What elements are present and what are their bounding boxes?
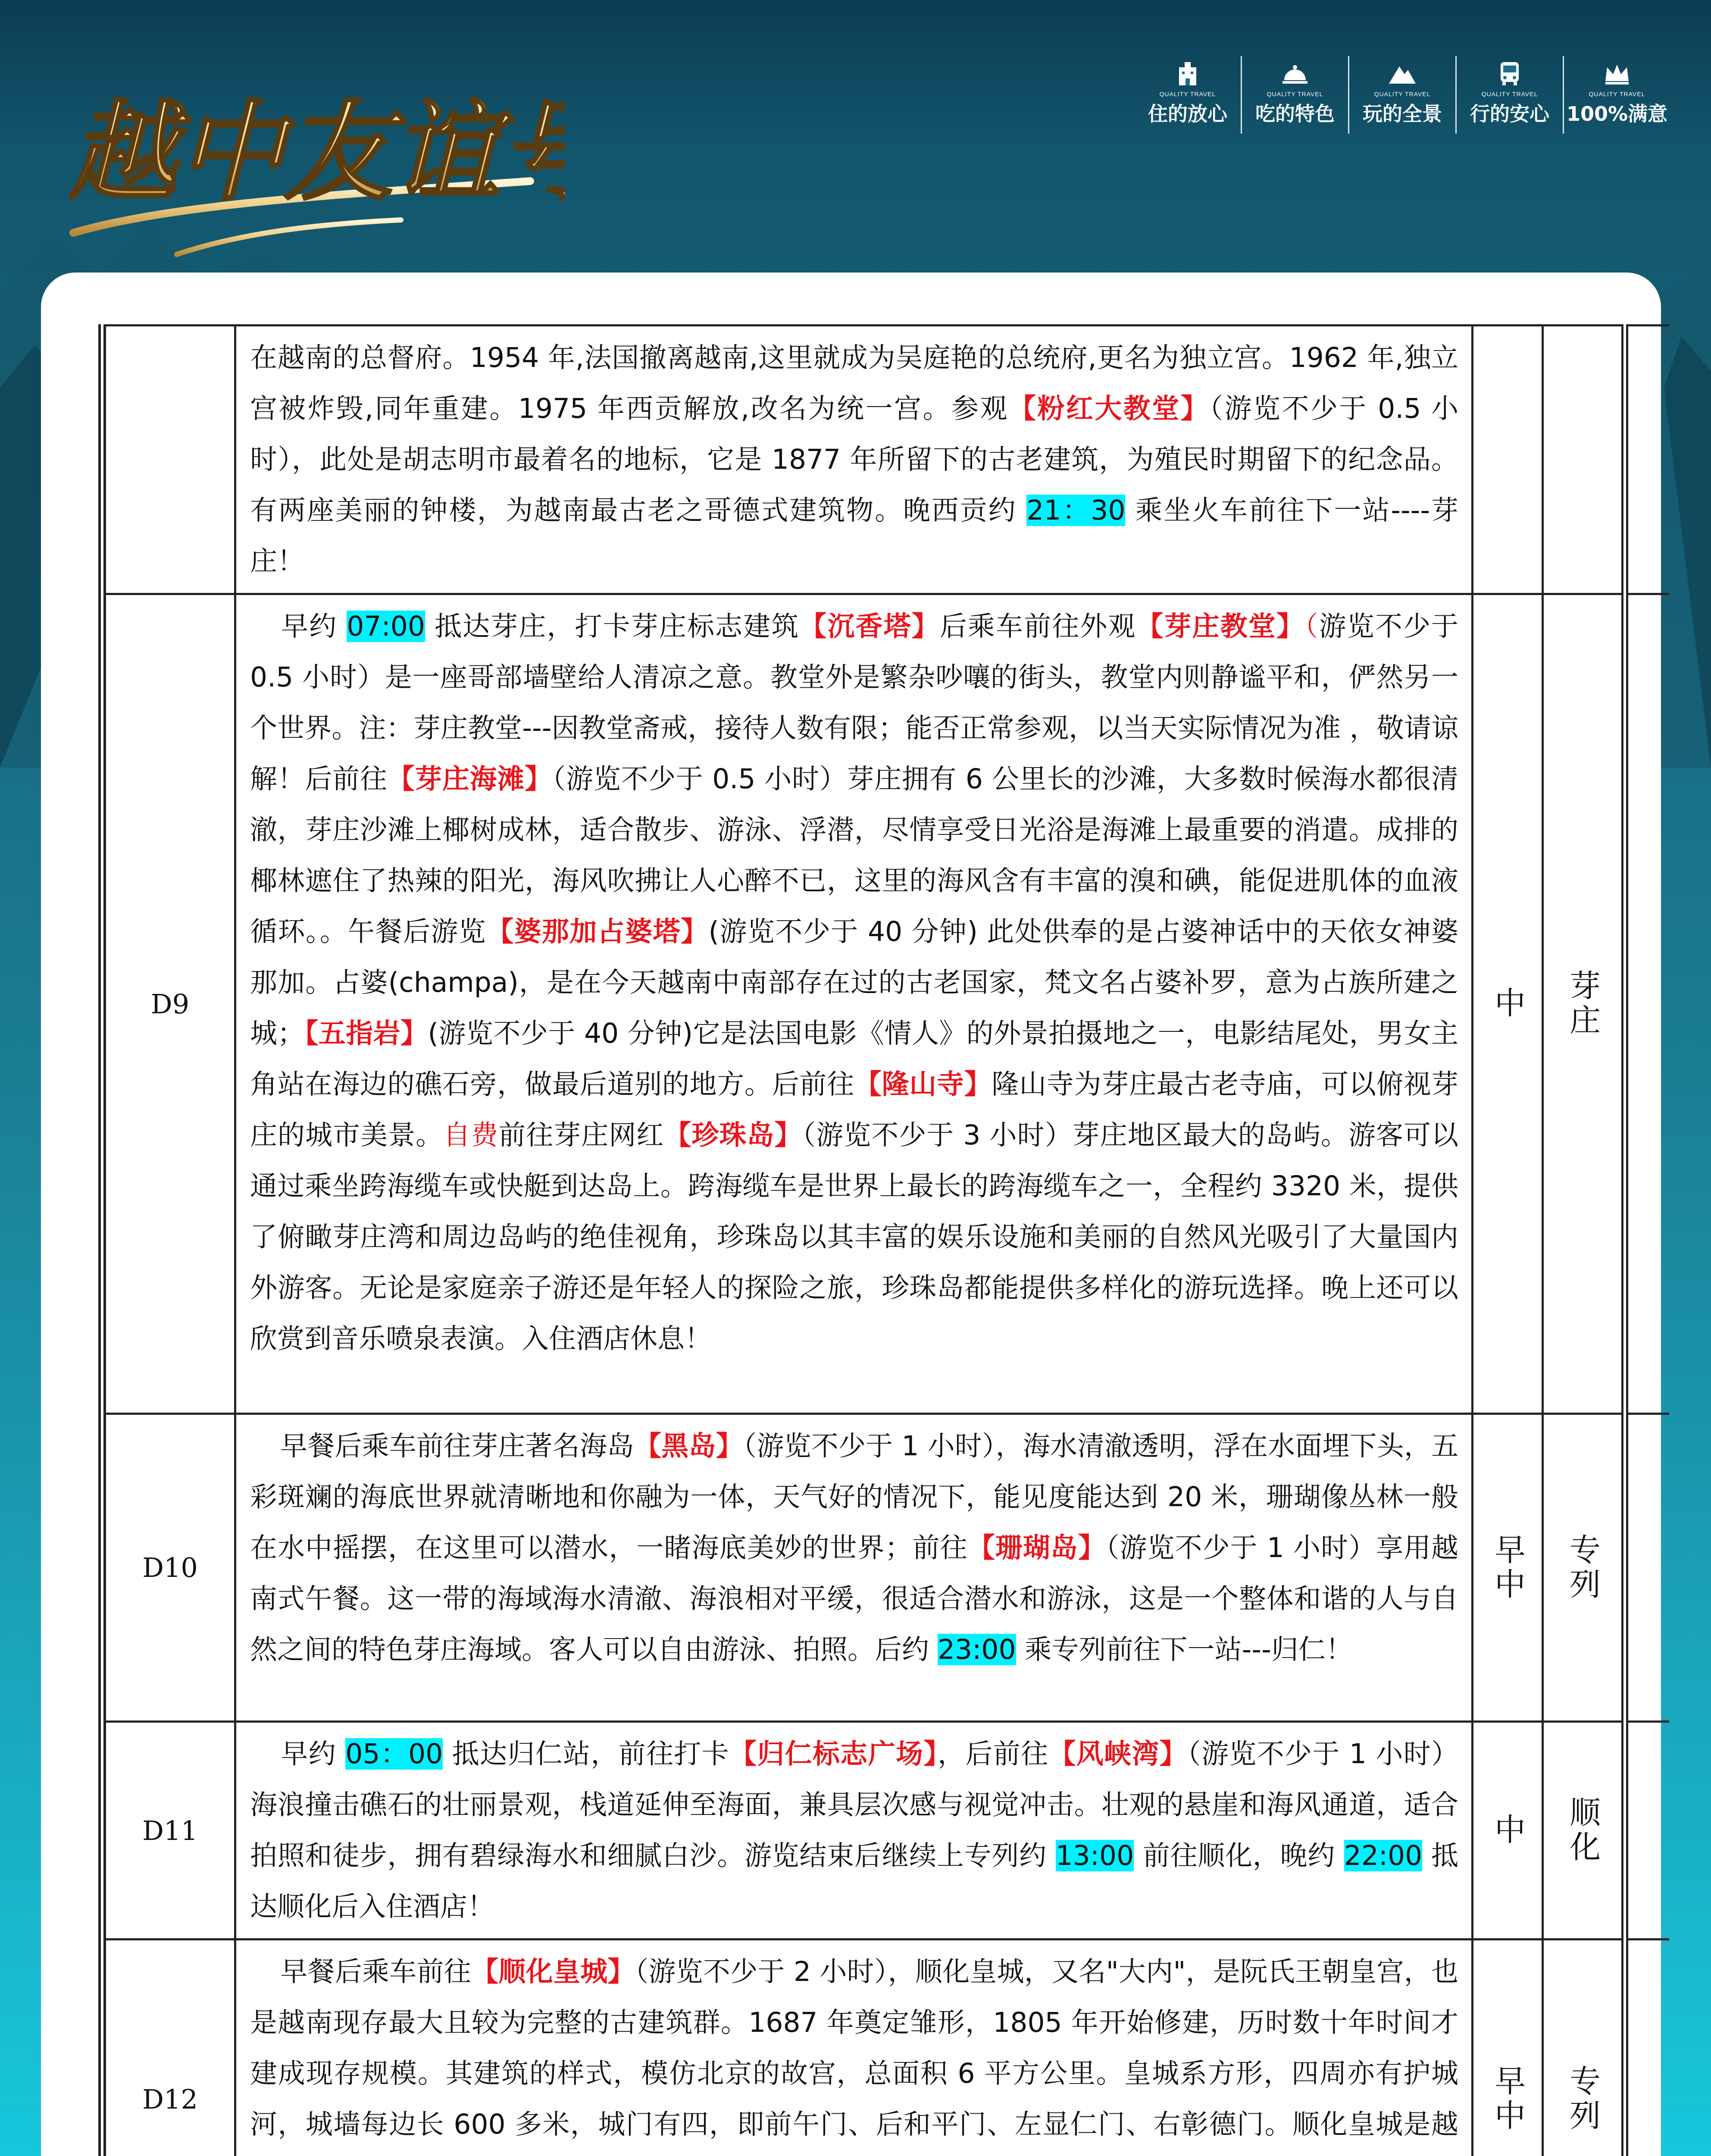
- attraction-name: 【归仁标志广场】: [729, 1738, 938, 1770]
- time-highlight: 22:00: [1344, 1840, 1423, 1871]
- accommodation-cell: [1543, 594, 1625, 1414]
- feature-caption: QUALITY TRAVEL: [1159, 91, 1216, 97]
- spacer-cell: [1625, 1940, 1669, 2156]
- spacer-cell: [1625, 594, 1669, 1414]
- brand-logo: [47, 52, 565, 276]
- day-label: D9: [102, 594, 235, 1414]
- day-description: [235, 326, 1473, 594]
- day-description: [235, 1940, 1473, 2156]
- attraction-name: 【五指岩】: [304, 1018, 428, 1049]
- attraction-name: 【顺化皇城】: [471, 1956, 635, 1987]
- feature-satisfaction: [1563, 56, 1670, 134]
- text-segment: （游览不少于 1 小时）海浪撞击礁石的壮丽景观，栈道延伸至海面，兼具层次感与视觉冲击。壮观的悬崖和海风通道，适合拍照和徒步，拥有碧绿海水和细腻白沙。游览结束后继续上专列约: [250, 1738, 1459, 1871]
- text-segment: 前往顺化，晚约: [1134, 1840, 1344, 1871]
- accommodation-cell-text: 专列: [1564, 2065, 1601, 2134]
- crown-icon: [1602, 59, 1632, 89]
- time-highlight: 07:00: [347, 611, 425, 642]
- feature-bar: [1135, 56, 1670, 134]
- time-highlight: 23:00: [938, 1634, 1016, 1665]
- dining-cloche-icon: [1280, 59, 1310, 89]
- attraction-name: 【芽庄教堂】: [1136, 611, 1305, 642]
- text-segment: 抵达芽庄，打卡芽庄标志建筑: [425, 611, 800, 642]
- day-label: D10: [102, 1414, 235, 1722]
- time-highlight: 05：00: [345, 1738, 443, 1770]
- time-highlight: 21：30: [1026, 495, 1126, 526]
- accommodation-cell: [1543, 1940, 1625, 2156]
- accommodation-cell: [1543, 1414, 1625, 1722]
- day-description: [235, 1414, 1473, 1722]
- accommodation-cell-text: 专列: [1564, 1533, 1601, 1602]
- text-segment: 抵达归仁站，前往打卡: [443, 1738, 729, 1770]
- meals-cell-text: 中: [1489, 987, 1526, 1021]
- attraction-name: 【风峡湾】: [1048, 1738, 1188, 1770]
- attraction-name: 【粉红大教堂】: [1008, 393, 1210, 424]
- feature-label: 玩的全景: [1363, 102, 1442, 125]
- meals-cell-text: 中: [1489, 1813, 1526, 1848]
- day-label: D11: [102, 1722, 235, 1940]
- meals-cell: [1473, 1414, 1543, 1722]
- feature-label: 吃的特色: [1255, 102, 1335, 125]
- attraction-name: 【黑岛】: [634, 1430, 743, 1462]
- attraction-name: 【珊瑚岛】: [967, 1532, 1106, 1564]
- text-segment: ，后前往: [938, 1738, 1049, 1770]
- meals-cell-text: 早中: [1489, 2065, 1526, 2134]
- text-segment: （游览不少于 1 小时）享用越南式午餐。这一带的海域海水清澈、海浪相对平缓，很适合潜水和游泳，这是一个整体和谐的人与自然之间的特色芽庄海域。客人可以自由游泳、拍照。后约: [250, 1532, 1459, 1665]
- mountain-icon: [1387, 59, 1417, 89]
- itinerary-table: [98, 324, 1666, 2156]
- meals-cell: [1473, 1940, 1543, 2156]
- meals-cell: [1473, 326, 1543, 594]
- spacer-cell: [1625, 326, 1669, 594]
- text-segment: 早餐后乘车前往: [280, 1956, 472, 1987]
- attraction-name: 【珍珠岛】: [664, 1119, 802, 1151]
- text-segment: 乘专列前往下一站---归仁！: [1016, 1634, 1353, 1665]
- accommodation-cell: [1543, 326, 1625, 594]
- itinerary-row: [102, 1722, 1669, 1940]
- text-segment: 前往芽庄网红: [498, 1119, 664, 1151]
- text-segment: 乘坐火车前往下一站----芽庄！: [250, 495, 1458, 577]
- day-description: [235, 594, 1473, 1414]
- text-segment: （游览不少于 1 小时），海水清澈透明，浮在水面埋下头，五彩斑斓的海底世界就清晰地和你融为一体，天气好的情况下，能见度能达到 20 米，珊瑚像丛林一般在水中摇摆，在这里可以潜水，一睹海底美妙的世界；前往: [250, 1430, 1459, 1564]
- feature-sights: [1348, 56, 1455, 134]
- text-segment: （游览不少于 2 小时），顺化皇城，又名"大内"，是阮氏王朝皇宫，也是越南现存最大且较为完整的古建筑群。1687 年奠定雏形，1805 年开始修建，历时数十年时间才建成现存规模。其建筑的样式，模仿北京的故宫，总面积 6 平方公里。皇城系方形，四周亦有护城河，城墙每边长 600 多米，城门有四，即前午门、后和平门、左显仁门、右彰德门。顺化皇城是越: [250, 1956, 1459, 2140]
- feature-dining: [1241, 56, 1348, 134]
- text-segment: 游览不少于 0.5 小时）是一座哥部墙壁给人清凉之意。教堂外是繁杂吵嚷的街头，教堂内则静谧平和，俨然另一个世界。注：芽庄教堂---因教堂斋戒，接待人数有限；能否正常参观，以当天实际情况为准 ，敬请谅解！后前往: [250, 611, 1459, 795]
- text-segment: 抵达顺化后入住酒店！: [250, 1840, 1458, 1922]
- day-label: D12: [102, 1940, 235, 2156]
- feature-label: 100%满意: [1566, 102, 1668, 125]
- attraction-name: 【隆山寺】: [854, 1069, 992, 1100]
- day-description: [235, 1722, 1473, 1940]
- feature-label: 行的安心: [1470, 102, 1549, 125]
- text-segment: （游览不少于 0.5 小时），此处是胡志明市最着名的地标，它是 1877 年所留下的古老建筑，为殖民时期留下的纪念品。有两座美丽的钟楼，为越南最古老之哥德式建筑物。晚西贡约: [250, 393, 1458, 526]
- itinerary-row: [102, 326, 1669, 594]
- text-segment: 早约: [280, 1738, 346, 1770]
- text-segment: 早餐后乘车前往芽庄著名海岛: [280, 1430, 635, 1462]
- feature-caption: QUALITY TRAVEL: [1589, 91, 1645, 97]
- attraction-name: 【婆那加占婆塔】: [486, 916, 709, 947]
- note-text: 自费: [443, 1119, 499, 1151]
- time-highlight: 13:00: [1055, 1840, 1134, 1871]
- itinerary-row: [102, 1940, 1669, 2156]
- feature-caption: QUALITY TRAVEL: [1267, 91, 1323, 97]
- accommodation-cell-text: 芽庄: [1564, 969, 1601, 1038]
- feature-label: 住的放心: [1148, 102, 1227, 125]
- attraction-name: 【沉香塔】: [799, 611, 940, 642]
- text-segment: 在越南的总督府。1954 年,法国撤离越南,这里就成为吴庭艳的总统府,更名为独立宫。1962 年,独立宫被炸毁,同年重建。1975 年西贡解放,改名为统一宫。参观: [250, 342, 1458, 424]
- note-text: （: [1304, 611, 1319, 642]
- brand-title: 越中友谊号: [69, 88, 565, 215]
- feature-caption: QUALITY TRAVEL: [1374, 91, 1431, 97]
- text-segment: (游览不少于 40 分钟)它是法国电影《情人》的外景拍摄地之一，电影结尾处，男女主角站在海边的礁石旁，做最后道别的地方。后前往: [250, 1018, 1459, 1100]
- spacer-cell: [1625, 1414, 1669, 1722]
- accommodation-cell: [1543, 1722, 1625, 1940]
- text-segment: 隆山寺为芽庄最古老寺庙，可以俯视芽庄的城市美景。: [250, 1069, 1459, 1151]
- bus-icon: [1495, 59, 1525, 89]
- day-label: [102, 326, 235, 594]
- accommodation-cell-text: 顺化: [1564, 1796, 1601, 1865]
- feature-caption: QUALITY TRAVEL: [1481, 91, 1538, 97]
- text-segment: （游览不少于 0.5 小时）芽庄拥有 6 公里长的沙滩，大多数时候海水都很清澈，芽庄沙滩上椰树成林，适合散步、游泳、浮潜，尽情享受日光浴是海滩上最重要的消遣。成排的椰林遮住了热辣的阳光，海风吹拂让人心醉不已，这里的海风含有丰富的溴和碘，能促进肌体的血液循环。。午餐后游览: [250, 763, 1459, 947]
- attraction-name: 【芽庄海滩】: [387, 763, 552, 795]
- meals-cell-text: 早中: [1489, 1533, 1526, 1602]
- feature-transport: [1455, 56, 1563, 134]
- text-segment: (游览不少于 40 分钟) 此处供奉的是占婆神话中的天依女神婆那加。占婆(champa)，是在今天越南中南部存在过的古老国家，梵文名占婆补罗，意为占族所建之城；: [250, 916, 1459, 1049]
- itinerary-row: [102, 1414, 1669, 1722]
- text-segment: 早约: [280, 611, 347, 642]
- text-segment: （游览不少于 3 小时）芽庄地区最大的岛屿。游客可以通过乘坐跨海缆车或快艇到达岛上。跨海缆车是世界上最长的跨海缆车之一，全程约 3320 米，提供了俯瞰芽庄湾和周边岛屿的绝佳视角，珍珠岛以其丰富的娱乐设施和美丽的自然风光吸引了大量国内外游客。无论是家庭亲子游还是年轻人的探险之旅，珍珠岛都能提供多样化的游玩选择。晚上还可以欣赏到音乐喷泉表演。入住酒店休息！: [250, 1119, 1459, 1354]
- meals-cell: [1473, 594, 1543, 1414]
- spacer-cell: [1625, 1722, 1669, 1940]
- feature-hotel: [1135, 56, 1241, 134]
- meals-cell: [1473, 1722, 1543, 1940]
- itinerary-row: [102, 594, 1669, 1414]
- hotel-icon: [1173, 59, 1203, 89]
- text-segment: 后乘车前往外观: [939, 611, 1136, 642]
